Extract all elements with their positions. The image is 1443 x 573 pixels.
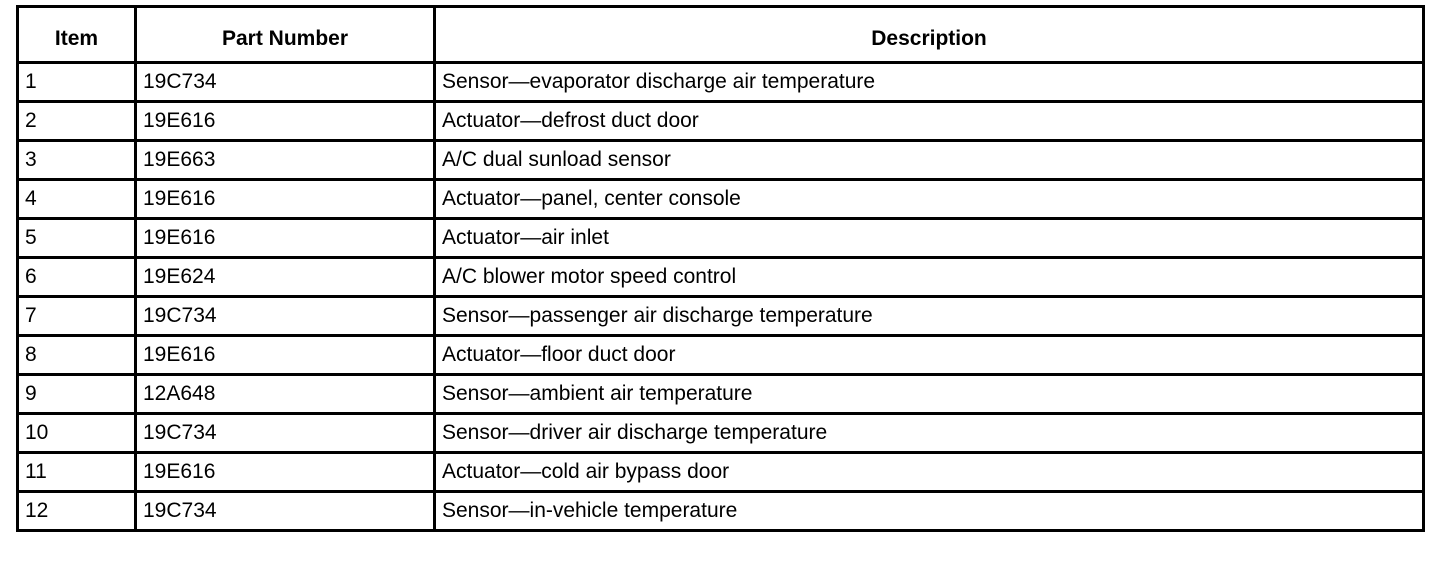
cell-part-number: 19E616 — [136, 219, 435, 258]
header-description: Description — [435, 7, 1424, 63]
cell-item: 8 — [18, 336, 136, 375]
cell-item: 7 — [18, 297, 136, 336]
cell-description: Sensor—driver air discharge temperature — [435, 414, 1424, 453]
table-row — [18, 297, 1424, 336]
cell-part-number: 19E616 — [136, 336, 435, 375]
cell-description: Sensor—in-vehicle temperature — [435, 492, 1424, 531]
table-row — [18, 453, 1424, 492]
cell-part-number: 19E616 — [136, 180, 435, 219]
cell-item: 2 — [18, 102, 136, 141]
cell-item: 3 — [18, 141, 136, 180]
table-row — [18, 492, 1424, 531]
cell-item: 10 — [18, 414, 136, 453]
cell-part-number: 19E616 — [136, 453, 435, 492]
cell-description: Actuator—defrost duct door — [435, 102, 1424, 141]
table-row — [18, 336, 1424, 375]
cell-item: 5 — [18, 219, 136, 258]
cell-description: Sensor—ambient air temperature — [435, 375, 1424, 414]
table-row — [18, 141, 1424, 180]
cell-part-number: 19E663 — [136, 141, 435, 180]
table-row — [18, 102, 1424, 141]
cell-item: 4 — [18, 180, 136, 219]
cell-description: Actuator—air inlet — [435, 219, 1424, 258]
cell-item: 9 — [18, 375, 136, 414]
cell-description: Sensor—passenger air discharge temperature — [435, 297, 1424, 336]
cell-part-number: 19C734 — [136, 297, 435, 336]
cell-item: 1 — [18, 63, 136, 102]
table-row — [18, 219, 1424, 258]
cell-description: Actuator—panel, center console — [435, 180, 1424, 219]
cell-description: Actuator—cold air bypass door — [435, 453, 1424, 492]
header-part-number: Part Number — [136, 7, 435, 63]
table-row — [18, 414, 1424, 453]
table-row — [18, 180, 1424, 219]
cell-item: 12 — [18, 492, 136, 531]
cell-description: Sensor—evaporator discharge air temperature — [435, 63, 1424, 102]
cell-item: 11 — [18, 453, 136, 492]
cell-part-number: 19C734 — [136, 63, 435, 102]
cell-part-number: 19E616 — [136, 102, 435, 141]
cell-description: Actuator—floor duct door — [435, 336, 1424, 375]
table-row — [18, 63, 1424, 102]
table-row — [18, 375, 1424, 414]
header-row — [18, 7, 1424, 63]
cell-part-number: 19C734 — [136, 492, 435, 531]
cell-part-number: 19E624 — [136, 258, 435, 297]
cell-description: A/C dual sunload sensor — [435, 141, 1424, 180]
cell-part-number: 12A648 — [136, 375, 435, 414]
table-row — [18, 258, 1424, 297]
cell-part-number: 19C734 — [136, 414, 435, 453]
header-item: Item — [18, 7, 136, 63]
cell-description: A/C blower motor speed control — [435, 258, 1424, 297]
cell-item: 6 — [18, 258, 136, 297]
parts-table — [16, 5, 1425, 532]
